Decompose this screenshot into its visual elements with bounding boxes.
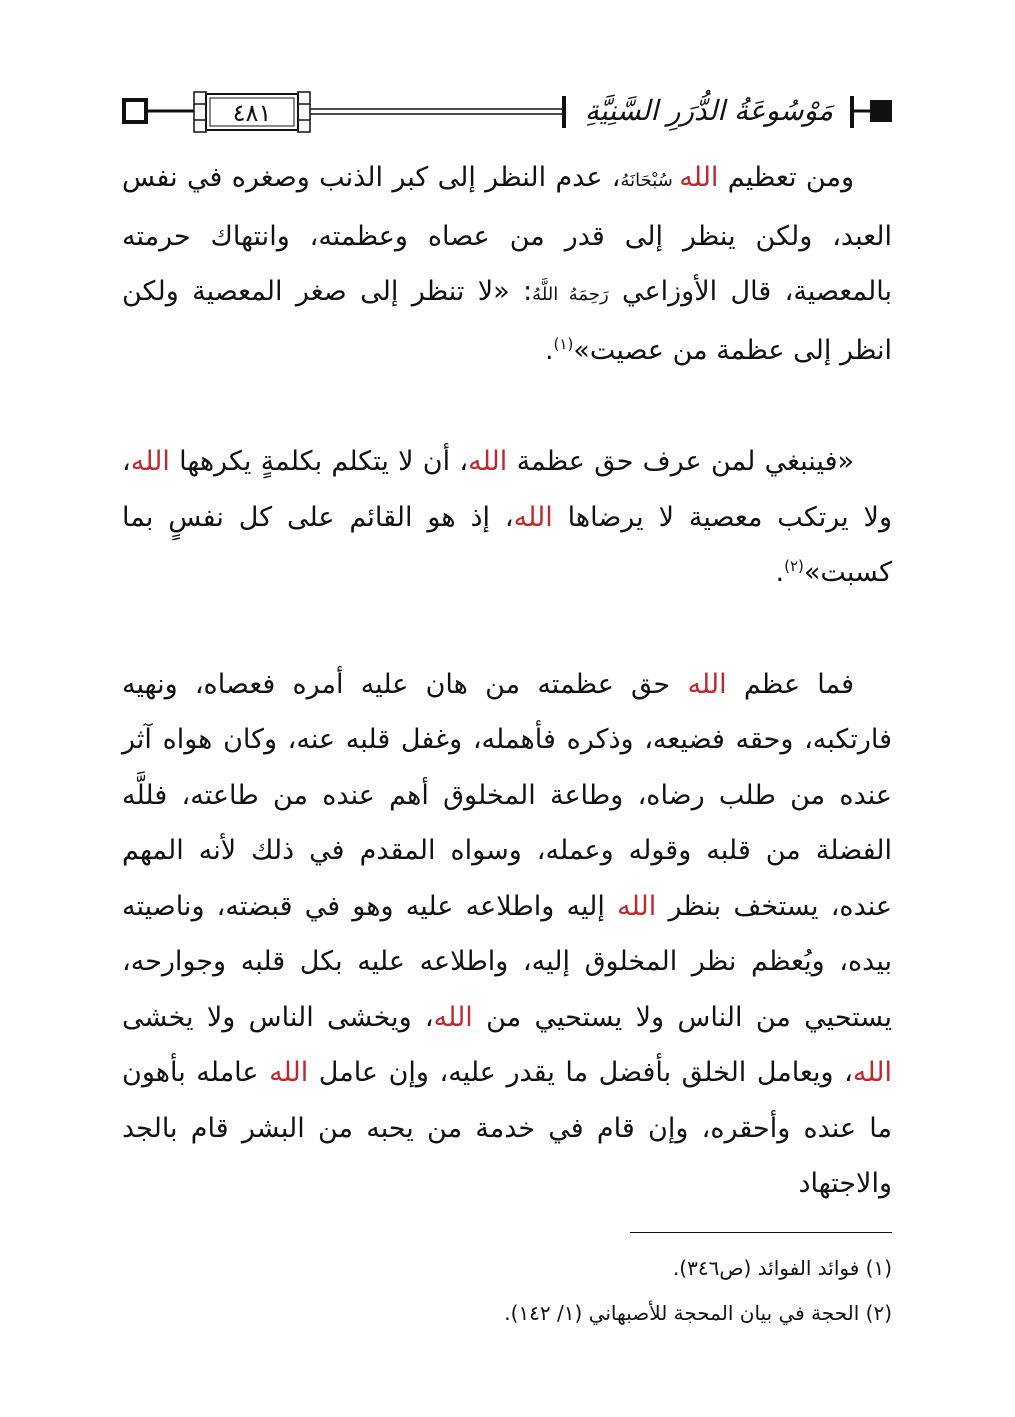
allah-word: الله [513, 501, 553, 533]
honorific: رَحِمَهُ اللَّهُ [532, 284, 609, 305]
footnotes [122, 1246, 892, 1336]
allah-word: الله [468, 446, 508, 477]
text: إليه واطلاعه عليه وهو في قبضته، وناصيته بيده، ويُعظم نظر المخلوق إليه، واطلاعه عليه بكل قلبه وجوارحه، يستحيي من الناس ولا يستحيي من [122, 890, 892, 1033]
text: ، أن لا يتكلم بكلمةٍ يكرهها [169, 446, 469, 477]
text: ومن تعظيم [718, 162, 854, 193]
honorific: سُبْحَانَهُ [620, 170, 680, 191]
allah-word: الله [130, 446, 170, 477]
text: ، ويخشى الناس ولا يخشى [122, 1001, 434, 1033]
paragraph-2 [122, 434, 892, 601]
right-square-ornament [870, 100, 892, 122]
page-number: ٤٨١ [232, 99, 272, 127]
text: : «لا تنظر إلى صغر المعصية ولكن انظر إلى عظمة من عصيت» [122, 276, 892, 366]
page-header [122, 82, 892, 142]
text: فما عظم [726, 668, 855, 700]
footnote-ref-2[interactable]: (٢) [784, 557, 804, 575]
footnote-divider [630, 1232, 892, 1233]
text: ، عدم النظر إلى كبر الذنب وصغره في نفس العبد، ولكن ينظر إلى قدر من عصاه وعظمته، وانتهاك حرمته بالمعصية، قال الأوزاعي [122, 162, 892, 307]
text: . [544, 334, 554, 366]
text: «فينبغي لمن عرف حق عظمة [507, 446, 855, 477]
text: ، ويعامل الخلق بأفضل ما يقدر عليه، وإن عامل [308, 1057, 853, 1088]
allah-word: الله [687, 668, 727, 700]
allah-word: الله [852, 1057, 892, 1088]
footnote-1: (١) فوائد الفوائد (ص٣٤٦). [672, 1256, 892, 1280]
footnote-2: (٢) الحجة في بيان المحجة للأصبهاني (١/ ١٤٢). [504, 1301, 892, 1325]
allah-word: الله [433, 1001, 473, 1033]
footnote-ref-1[interactable]: (١) [553, 334, 574, 353]
text: . [775, 557, 785, 588]
text: ، إذ هو القائم على كل نفسٍ بما كسبت» [122, 501, 892, 588]
left-square-ornament [124, 100, 146, 122]
allah-word: الله [679, 162, 719, 193]
allah-word: الله [269, 1057, 309, 1088]
text: حق عظمته من هان عليه أمره فعصاه، ونهيه فارتكبه، وحقه فضيعه، وذكره فأهمله، وغفل قلبه عنه، وكان هواه آثر عنده من طلب رضاه، وطاعة المخلوق أهم عنده من طاعته، فللَّه الفضلة من قلبه وقوله وعمله، وسواه المقدم في ذلك لأنه المهم عنده، يستخف بنظر [122, 668, 893, 922]
page-body [122, 150, 892, 1212]
paragraph-1 [122, 150, 892, 378]
book-title: مَوْسُوعَةُ الدُّرَرِ السَّنِيَّةِ [584, 94, 834, 127]
allah-word: الله [617, 890, 657, 922]
text: عامله بأهون ما عنده وأحقره، وإن قام في خدمة من يحبه من البشر قام بالجد والاجتهاد [122, 1057, 892, 1199]
paragraph-3 [122, 657, 892, 1212]
text: ، ولا يرتكب معصية لا يرضاها [122, 446, 892, 533]
